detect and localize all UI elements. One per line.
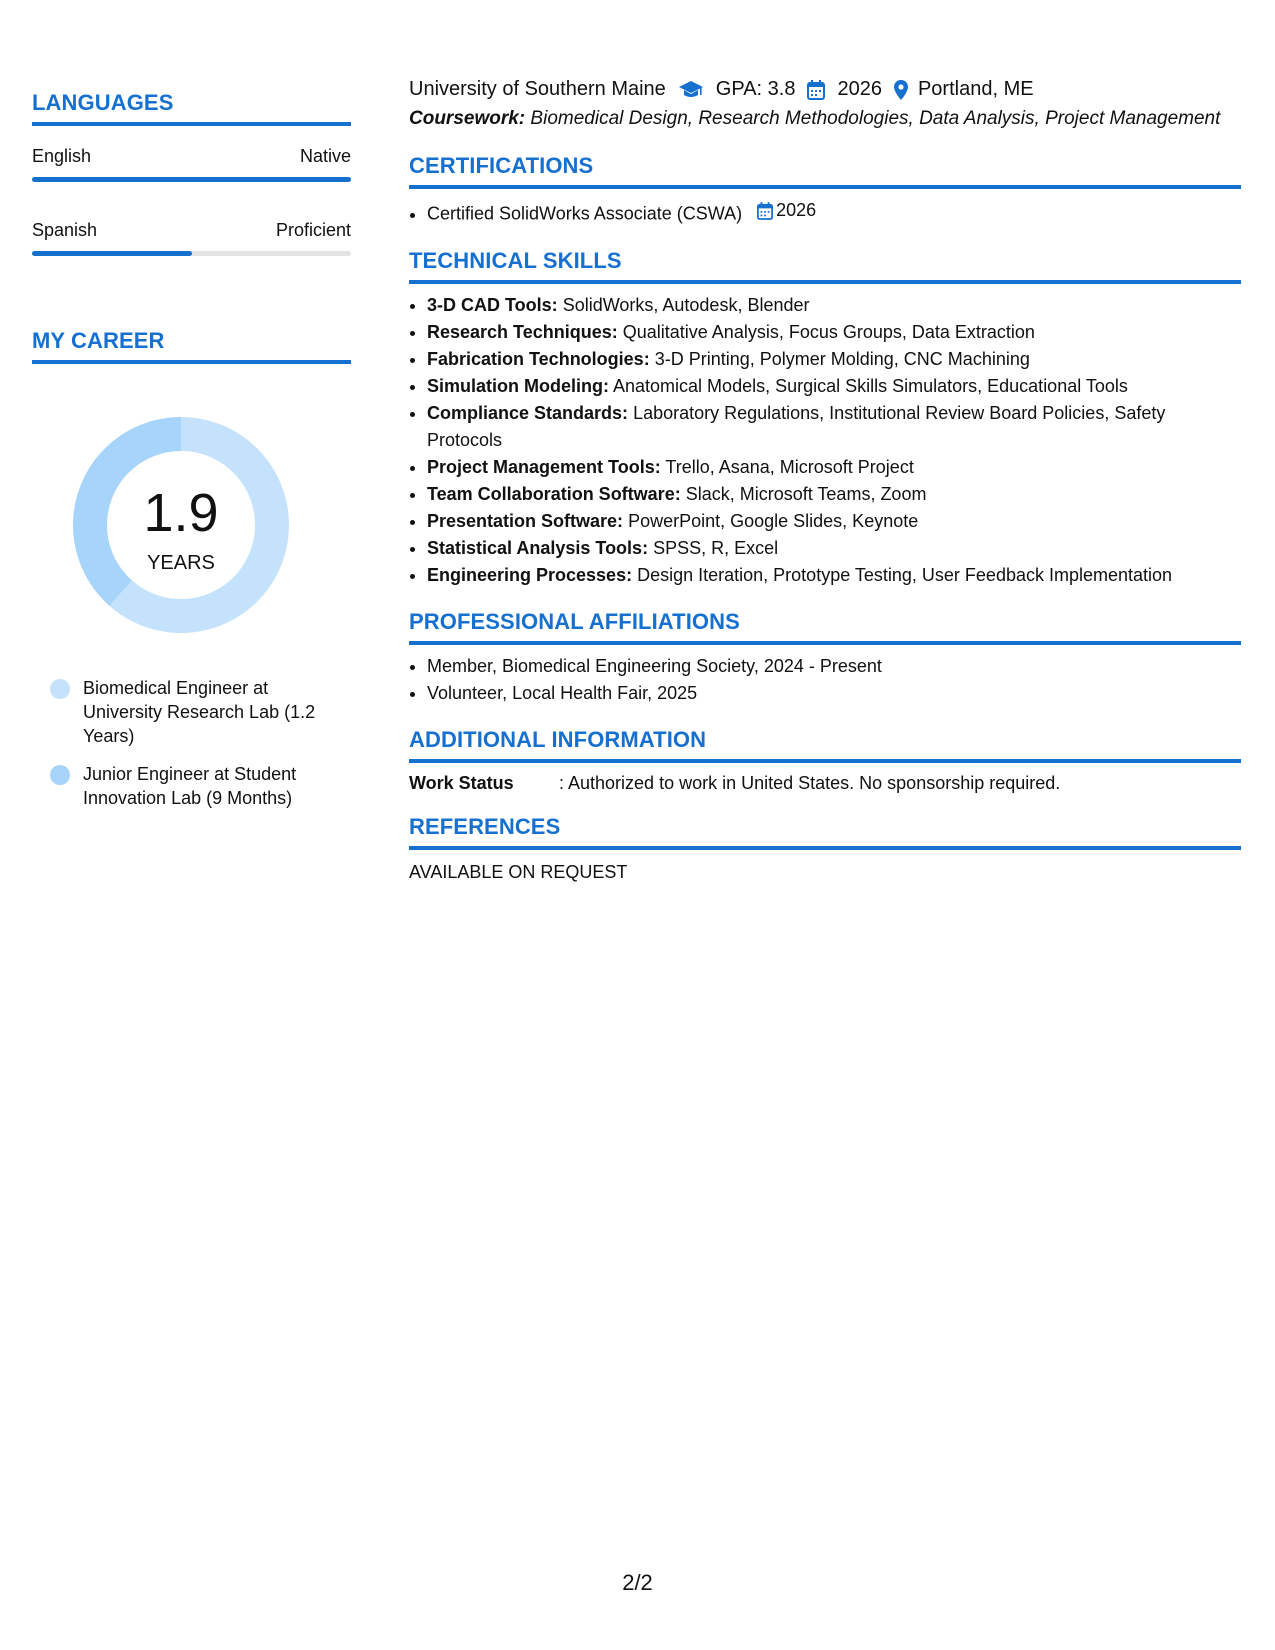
additional-info-heading: ADDITIONAL INFORMATION	[409, 727, 1241, 763]
skill-value: Trello, Asana, Microsoft Project	[665, 456, 914, 477]
language-item	[32, 220, 351, 256]
skill-item	[427, 562, 1241, 589]
language-level: Native	[299, 146, 351, 166]
skill-label: Team Collaboration Software:	[427, 483, 681, 504]
calendar-icon	[757, 202, 776, 220]
skill-value: 3-D Printing, Polymer Molding, CNC Machining	[654, 348, 1030, 369]
affiliation-item: • Volunteer, Local Health Fair, 2025	[427, 680, 1241, 707]
certification-name: Certified SolidWorks Associate (CSWA)	[427, 203, 743, 224]
certification-item	[427, 197, 1241, 228]
references-section	[409, 814, 1241, 883]
education-line	[409, 78, 1241, 101]
career-legend-item	[50, 762, 351, 810]
skill-label: Presentation Software:	[427, 510, 624, 531]
location-pin-icon	[894, 80, 908, 100]
skill-value: Anatomical Models, Surgical Skills Simulators, Educational Tools	[613, 375, 1128, 396]
skill-item	[427, 400, 1241, 454]
career-legend	[32, 676, 351, 810]
work-status-label: Work Status	[409, 772, 514, 793]
affiliations-heading: PROFESSIONAL AFFILIATIONS	[409, 609, 1241, 645]
coursework-list: Biomedical Design, Research Methodologies, Data Analysis, Project Management	[530, 108, 1221, 129]
work-status-row	[409, 773, 1241, 794]
career-legend-label: Junior Engineer at Student Innovation Lab (9 Months)	[83, 764, 297, 808]
legend-dot	[50, 765, 70, 785]
sidebar	[32, 90, 351, 810]
skill-label: Research Techniques:	[427, 321, 618, 342]
affiliation-item: • Member, Biomedical Engineering Society, 2024 - Present	[427, 653, 1241, 680]
skill-value: SolidWorks, Autodesk, Blender	[562, 294, 810, 315]
skills-section	[409, 248, 1241, 589]
page-number: 2/2	[622, 1570, 653, 1595]
skill-value: Slack, Microsoft Teams, Zoom	[685, 483, 927, 504]
career-legend-label: Biomedical Engineer at University Research Lab (1.2 Years)	[83, 678, 316, 746]
skill-item	[427, 535, 1241, 562]
language-item	[32, 146, 351, 182]
certifications-heading: CERTIFICATIONS	[409, 153, 1241, 189]
skill-value: Laboratory Regulations, Institutional Review Board Policies, Safety Protocols	[427, 402, 1166, 450]
skill-label: Simulation Modeling:	[427, 375, 609, 396]
skill-label: Fabrication Technologies:	[427, 348, 650, 369]
coursework-label: Coursework:	[409, 108, 526, 129]
language-bar	[32, 251, 351, 256]
references-heading: REFERENCES	[409, 814, 1241, 850]
skill-item	[427, 454, 1241, 481]
language-level: Proficient	[275, 220, 351, 240]
skill-label: Engineering Processes:	[427, 564, 633, 585]
skill-value: SPSS, R, Excel	[653, 537, 779, 558]
skill-value: Qualitative Analysis, Focus Groups, Data Extraction	[622, 321, 1035, 342]
calendar-icon	[807, 80, 825, 100]
language-bar	[32, 177, 351, 182]
work-status-value: : Authorized to work in United States. No sponsorship required.	[559, 772, 1061, 793]
career-total-value: 1.9	[143, 483, 219, 543]
skill-label: Statistical Analysis Tools:	[427, 537, 649, 558]
language-bar-fill	[32, 177, 351, 182]
skill-item	[427, 508, 1241, 535]
skill-value: Design Iteration, Prototype Testing, User Feedback Implementation	[637, 564, 1173, 585]
career-donut-chart	[66, 410, 296, 640]
skill-label: Compliance Standards:	[427, 402, 629, 423]
graduation-year: 2026	[837, 78, 882, 100]
skill-item	[427, 319, 1241, 346]
skill-item	[427, 346, 1241, 373]
skills-heading: TECHNICAL SKILLS	[409, 248, 1241, 284]
language-name: English	[32, 146, 92, 166]
language-bar-fill	[32, 251, 192, 256]
language-name: Spanish	[32, 220, 98, 240]
languages-heading: LANGUAGES	[32, 90, 351, 126]
legend-dot	[50, 679, 70, 699]
skill-value: PowerPoint, Google Slides, Keynote	[628, 510, 919, 531]
skill-label: Project Management Tools:	[427, 456, 661, 477]
skill-item	[427, 373, 1241, 400]
graduation-cap-icon	[678, 80, 704, 100]
skill-item	[427, 481, 1241, 508]
certifications-section	[409, 153, 1241, 228]
skill-label: 3-D CAD Tools:	[427, 294, 558, 315]
certification-year: 2026	[776, 200, 817, 220]
career-legend-item	[50, 676, 351, 748]
school-name: University of Southern Maine	[409, 78, 666, 100]
affiliations-section	[409, 609, 1241, 707]
career-total-unit: YEARS	[147, 552, 215, 574]
additional-info-section	[409, 727, 1241, 794]
location: Portland, ME	[917, 78, 1034, 100]
career-heading: MY CAREER	[32, 328, 351, 364]
gpa: GPA: 3.8	[715, 78, 796, 100]
skill-item	[427, 292, 1241, 319]
references-text: AVAILABLE ON REQUEST	[409, 861, 628, 882]
main-content	[409, 78, 1241, 883]
coursework	[409, 107, 1241, 131]
